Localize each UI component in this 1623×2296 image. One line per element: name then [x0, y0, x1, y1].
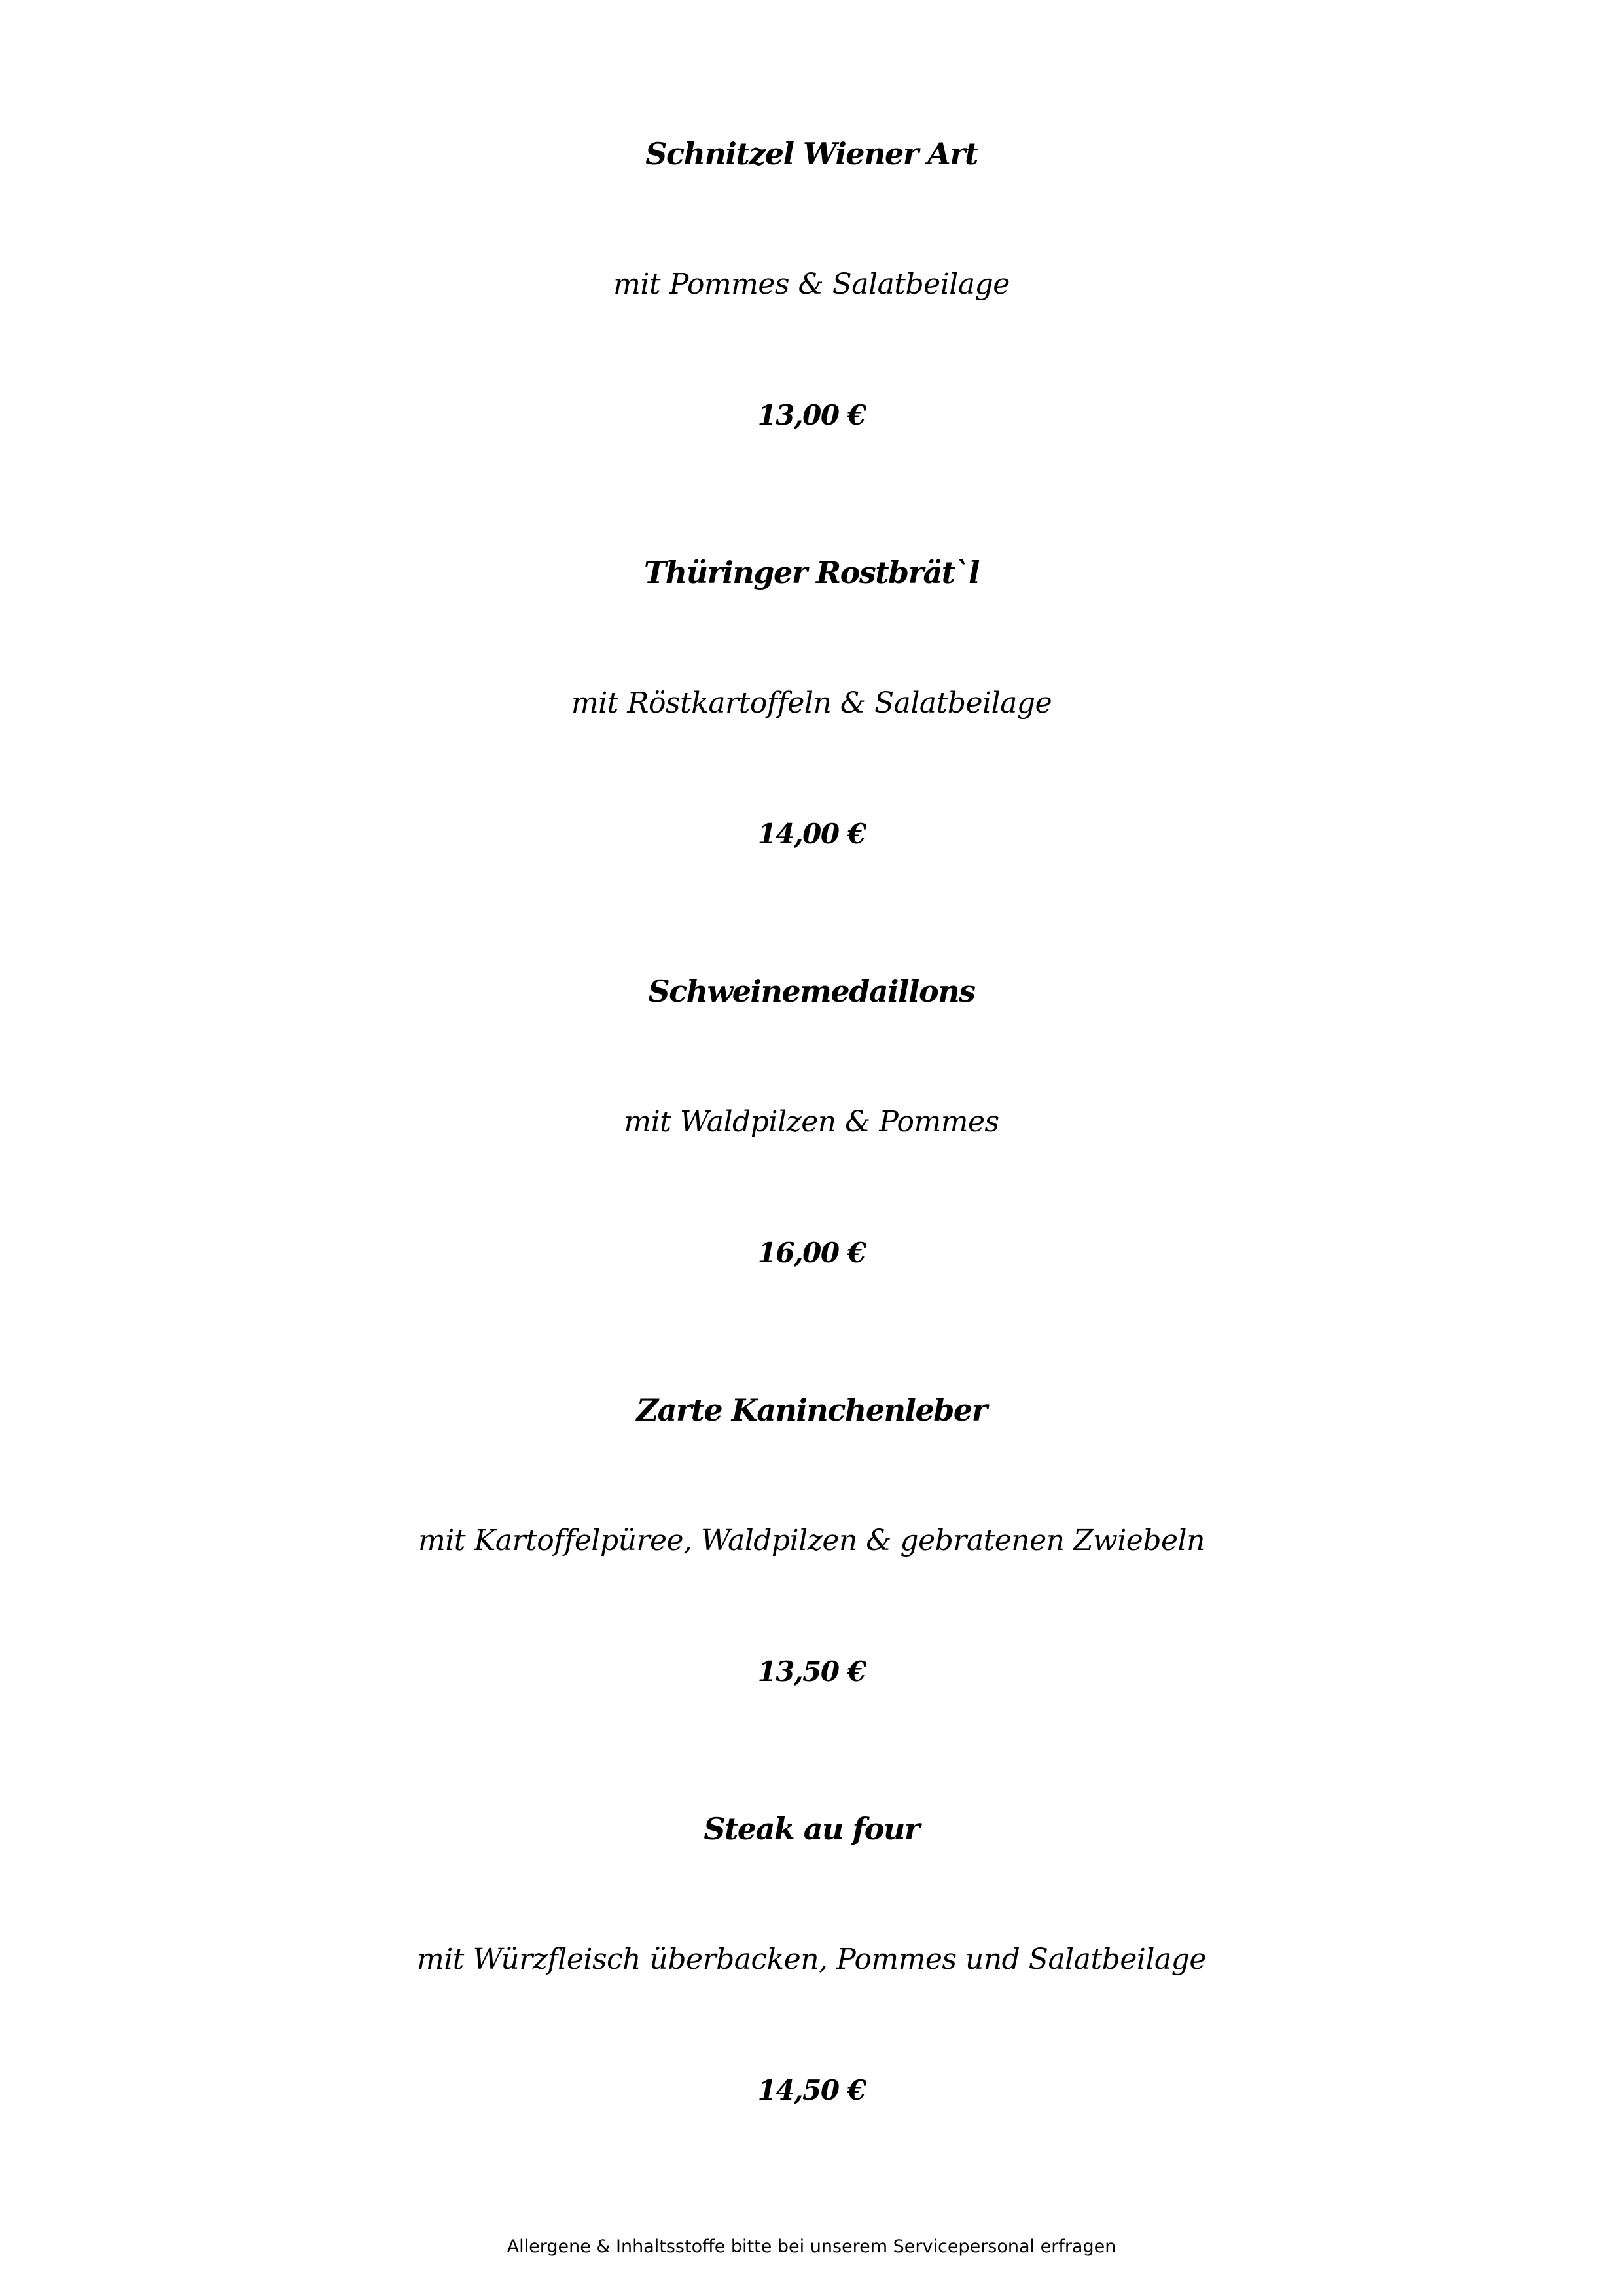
- dish-price: 16,00 €: [757, 1237, 866, 1269]
- dish-name: Schweinemedaillons: [648, 974, 975, 1009]
- dish-description: mit Röstkartoffeln & Salatbeilage: [571, 686, 1052, 720]
- dish-name: Zarte Kaninchenleber: [636, 1392, 987, 1428]
- dish-description: mit Waldpilzen & Pommes: [624, 1105, 999, 1139]
- dish-price: 14,50 €: [757, 2074, 866, 2106]
- dish-description: mit Kartoffelpüree, Waldpilzen & gebratenen Zwiebeln: [418, 1524, 1205, 1557]
- dish-name: Steak au four: [704, 1811, 919, 1846]
- dish-price: 13,00 €: [757, 399, 866, 431]
- dish-description: mit Würzfleisch überbacken, Pommes und Salatbeilage: [417, 1943, 1206, 1976]
- allergen-note: Allergene & Inhaltsstoffe bitte bei unserem Servicepersonal erfragen: [507, 2236, 1116, 2257]
- dish-price: 13,50 €: [757, 1655, 866, 1687]
- dish-price: 14,00 €: [757, 818, 866, 850]
- dish-name: Thüringer Rostbrät`l: [644, 555, 979, 590]
- dish-description: mit Pommes & Salatbeilage: [613, 268, 1010, 301]
- dish-name: Schnitzel Wiener Art: [645, 136, 978, 171]
